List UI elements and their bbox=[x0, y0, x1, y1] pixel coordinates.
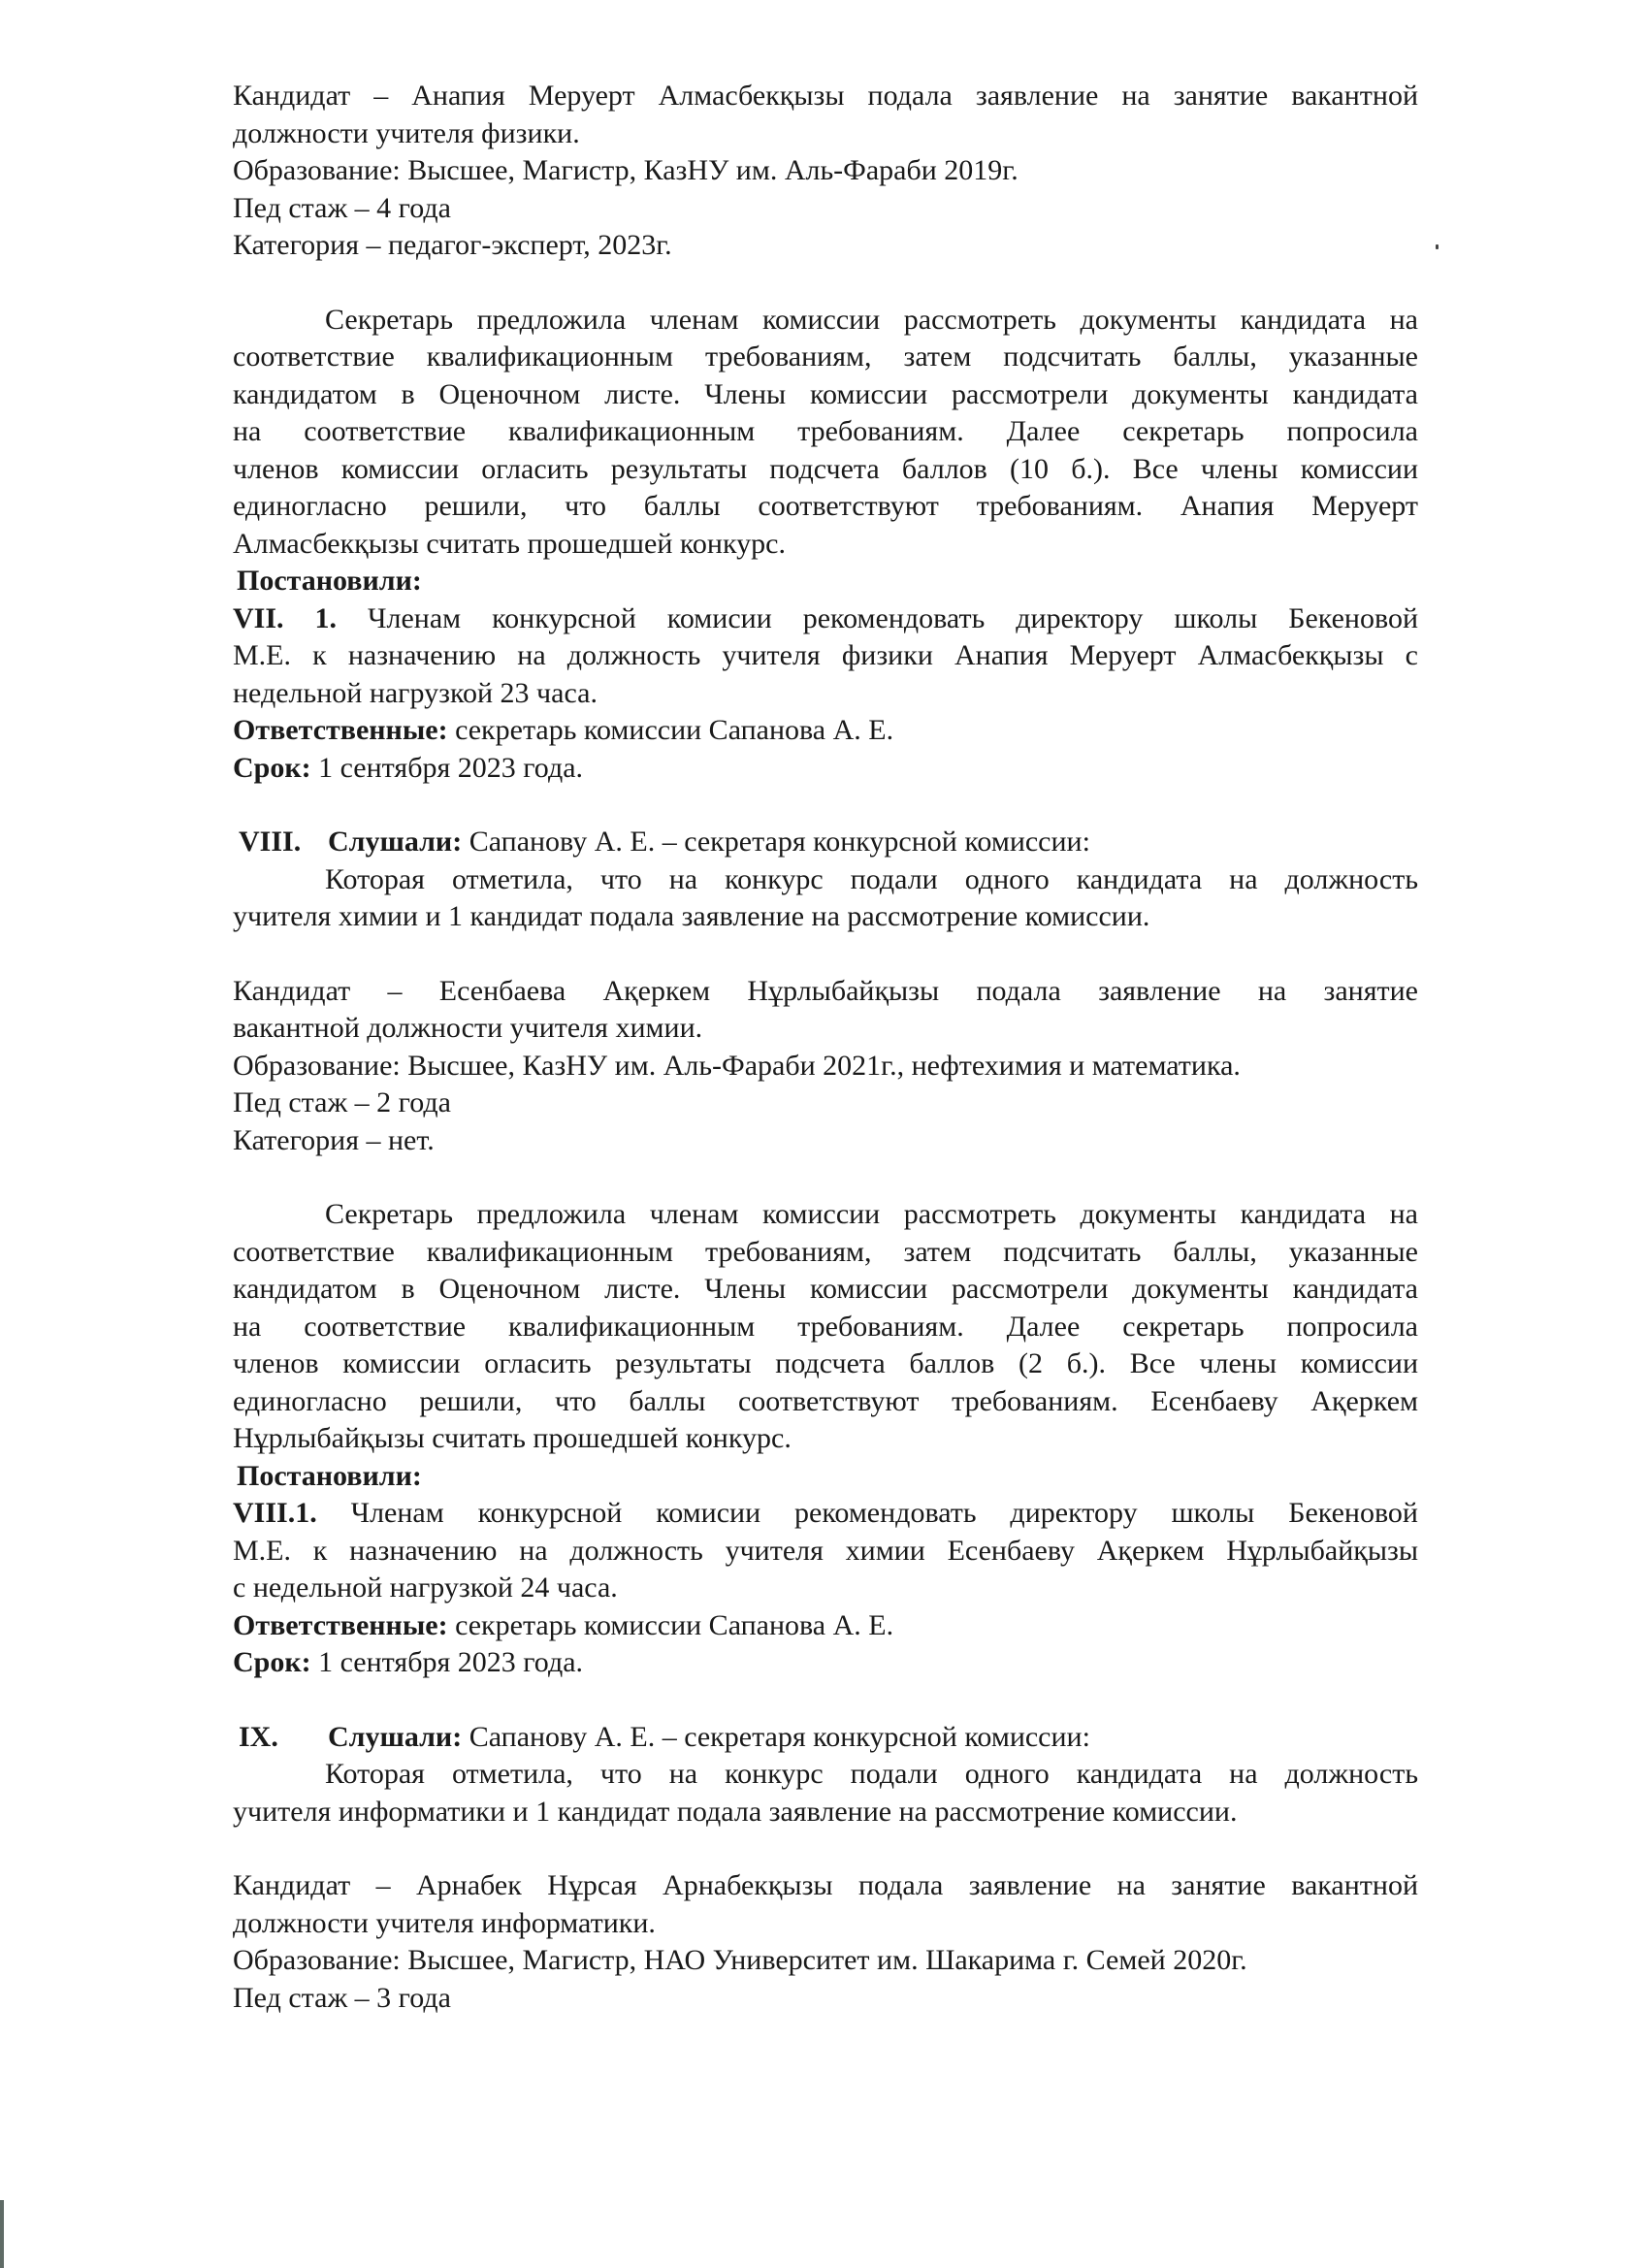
document-page bbox=[233, 78, 1418, 2017]
education-line: Образование: Высшее, Магистр, НАО Университет им. Шакарима г. Семей 2020г. bbox=[233, 1944, 1247, 1976]
spacer bbox=[233, 1682, 1418, 1719]
decision-text: М.Е. к назначению на должность учителя физики Анапия Меруерт Алмасбекқызы с bbox=[233, 639, 1418, 671]
decision-text: М.Е. к назначению на должность учителя химии Есенбаеву Ақеркем Нұрлыбайқызы bbox=[233, 1534, 1418, 1567]
review-line: членов комиссии огласить результаты подсчета баллов (10 б.). Все члены комиссии bbox=[233, 452, 1418, 485]
candidate-line: вакантной должности учителя химии. bbox=[233, 1012, 703, 1044]
spacer bbox=[233, 1831, 1418, 1867]
deadline-value: 1 сентября 2023 года. bbox=[310, 751, 584, 784]
section-number: IX. bbox=[239, 1720, 278, 1753]
decision-text: Членам конкурсной комисии рекомендовать директору школы Бекеновой bbox=[316, 1497, 1418, 1529]
section-viii-resolution bbox=[233, 1458, 1418, 1682]
responsible-value: секретарь комиссии Сапанова А. Е. bbox=[447, 714, 894, 746]
candidate-line: должности учителя информатики. bbox=[233, 1906, 656, 1939]
heard-label: Слушали: bbox=[328, 1720, 463, 1753]
education-line: Образование: Высшее, Магистр, КазНУ им. Аль-Фараби 2019г. bbox=[233, 154, 1018, 186]
decision-text: Членам конкурсной комисии рекомендовать директору школы Бекеновой bbox=[337, 601, 1418, 634]
intro-line: учителя информатики и 1 кандидат подала заявление на рассмотрение комиссии. bbox=[233, 1795, 1238, 1828]
section-vii-candidate bbox=[233, 78, 1418, 265]
spacer bbox=[233, 936, 1418, 973]
experience-line: Пед стаж – 4 года bbox=[233, 191, 451, 224]
review-line: соответствие квалификационным требованиям, затем подсчитать баллы, указанные bbox=[233, 1235, 1418, 1268]
intro-line: Которая отметила, что на конкурс подали одного кандидата на должность bbox=[325, 1758, 1418, 1790]
responsible-value: секретарь комиссии Сапанова А. Е. bbox=[447, 1608, 894, 1641]
section-vii-review bbox=[233, 302, 1418, 564]
heard-label: Слушали: bbox=[328, 826, 463, 858]
education-line: Образование: Высшее, КазНУ им. Аль-Фараби 2021г., нефтехимия и математика. bbox=[233, 1049, 1241, 1082]
responsible-label: Ответственные: bbox=[233, 1608, 448, 1641]
review-line: кандидатом в Оценочном листе. Члены комиссии рассмотрели документы кандидата bbox=[233, 377, 1418, 410]
review-line: Секретарь предложила членам комиссии рассмотреть документы кандидата на bbox=[325, 303, 1418, 336]
candidate-line: должности учителя физики. bbox=[233, 116, 580, 149]
scan-artifact bbox=[1436, 244, 1439, 249]
spacer bbox=[233, 787, 1418, 824]
spacer bbox=[233, 1159, 1418, 1196]
category-line: Категория – нет. bbox=[233, 1123, 435, 1156]
section-vii-resolution bbox=[233, 563, 1418, 787]
deadline-value: 1 сентября 2023 года. bbox=[310, 1646, 584, 1678]
candidate-line: Кандидат – Есенбаева Ақеркем Нұрлыбайқызы подала заявление на занятие bbox=[233, 974, 1418, 1007]
decision-text: с недельной нагрузкой 24 часа. bbox=[233, 1571, 618, 1604]
category-line: Категория – педагог-эксперт, 2023г. bbox=[233, 229, 672, 261]
review-line: на соответствие квалификационным требованиям. Далее секретарь попросила bbox=[233, 415, 1418, 447]
review-line: единогласно решили, что баллы соответствуют требованиям. Есенбаеву Ақеркем bbox=[233, 1384, 1418, 1417]
section-ix-candidate bbox=[233, 1867, 1418, 2017]
section-viii-review bbox=[233, 1196, 1418, 1458]
decision-text: недельной нагрузкой 23 часа. bbox=[233, 676, 598, 709]
section-viii-heard bbox=[233, 824, 1418, 936]
spacer bbox=[233, 265, 1418, 302]
review-line: соответствие квалификационным требованиям, затем подсчитать баллы, указанные bbox=[233, 340, 1418, 373]
review-line: кандидатом в Оценочном листе. Члены комиссии рассмотрели документы кандидата bbox=[233, 1273, 1418, 1305]
resolved-heading: Постановили: bbox=[237, 1459, 422, 1492]
heard-value: Сапанову А. Е. – секретаря конкурсной комиссии: bbox=[462, 1720, 1090, 1753]
deadline-label: Срок: bbox=[233, 751, 311, 784]
review-line: Секретарь предложила членам комиссии рассмотреть документы кандидата на bbox=[325, 1198, 1418, 1230]
review-line: на соответствие квалификационным требованиям. Далее секретарь попросила bbox=[233, 1310, 1418, 1343]
intro-line: Которая отметила, что на конкурс подали одного кандидата на должность bbox=[325, 862, 1418, 895]
section-number: VIII. bbox=[239, 826, 302, 858]
review-line: членов комиссии огласить результаты подсчета баллов (2 б.). Все члены комиссии bbox=[233, 1347, 1418, 1379]
deadline-label: Срок: bbox=[233, 1646, 311, 1678]
section-ix-heard bbox=[233, 1719, 1418, 1831]
decision-number: VIII.1. bbox=[233, 1497, 317, 1529]
review-line: единогласно решили, что баллы соответствуют требованиям. Анапия Меруерт bbox=[233, 490, 1418, 522]
section-viii-candidate bbox=[233, 973, 1418, 1160]
decision-number: VII. 1. bbox=[233, 601, 338, 634]
intro-line: учителя химии и 1 кандидат подала заявление на рассмотрение комиссии. bbox=[233, 900, 1150, 932]
review-line: Нұрлыбайқызы считать прошедшей конкурс. bbox=[233, 1422, 792, 1454]
candidate-line: Кандидат – Анапия Меруерт Алмасбекқызы подала заявление на занятие вакантной bbox=[233, 80, 1418, 112]
heard-value: Сапанову А. Е. – секретаря конкурсной комиссии: bbox=[462, 826, 1090, 858]
experience-line: Пед стаж – 3 года bbox=[233, 1981, 451, 2014]
review-line: Алмасбекқызы считать прошедшей конкурс. bbox=[233, 527, 786, 560]
resolved-heading: Постановили: bbox=[237, 565, 422, 597]
experience-line: Пед стаж – 2 года bbox=[233, 1086, 451, 1118]
candidate-line: Кандидат – Арнабек Нұрсая Арнабекқызы подала заявление на занятие вакантной bbox=[233, 1869, 1418, 1901]
scan-edge-artifact bbox=[0, 2200, 4, 2268]
responsible-label: Ответственные: bbox=[233, 714, 448, 746]
